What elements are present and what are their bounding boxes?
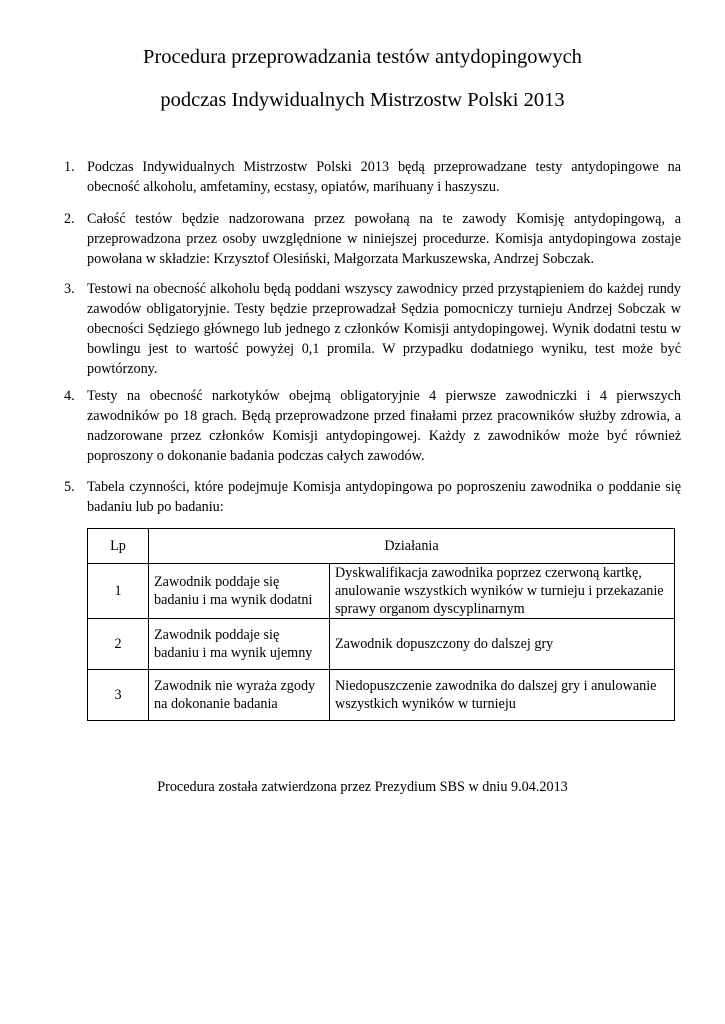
list-item-text: Testy na obecność narkotyków obejmą obligatoryjnie 4 pierwsze zawodniczki i 4 pierwszych zawodników po 18 grach. Będą przeprowadzone przed finałami przez pracowników służby zdrowia, a nadzorowane przez członków Komisji antydopingowej. Każdy z zawodników może być również poproszony o dokonanie badania podczas całych zawodów. — [87, 388, 681, 464]
table-header-row — [88, 529, 675, 564]
table-header-lp: Lp — [88, 529, 149, 564]
document-title-line-2: podczas Indywidualnych Mistrzostw Polski 2013 — [160, 89, 565, 111]
table-cell-action: Niedopuszczenie zawodnika do dalszej gry i anulowanie wszystkich wyników w turnieju — [330, 670, 675, 721]
list-item-number: 3. — [64, 281, 75, 297]
table-header-actions: Działania — [149, 529, 675, 564]
table-cell-action: Zawodnik dopuszczony do dalszej gry — [330, 619, 675, 670]
list-item-text: Tabela czynności, które podejmuje Komisja antydopingowa po poproszeniu zawodnika o poddanie się badaniu lub po badaniu: — [87, 479, 681, 515]
table-row — [88, 564, 675, 619]
list-item-number: 5. — [64, 479, 75, 495]
list-item-text: Testowi na obecność alkoholu będą poddani wszyscy zawodnicy przed przystąpieniem do każdej rundy zawodów obligatoryjnie. Testy będzie przeprowadzał Sędzia pomocniczy turnieju Andrzej Sobczak w obecności Sędziego głównego lub jednego z członków Komisji antydopingowej. Wynik dodatni testu w bowlingu jest to wartość powyżej 0,1 promila. W przypadku dodatniego wyniku, test może być powtórzony. — [87, 281, 681, 377]
table-row — [88, 670, 675, 721]
table-cell-lp: 3 — [88, 670, 149, 721]
list-item-number: 1. — [64, 159, 75, 175]
list-item-number: 2. — [64, 211, 75, 227]
table-row — [88, 619, 675, 670]
table-cell-lp: 1 — [88, 564, 149, 619]
table-cell-condition: Zawodnik poddaje się badaniu i ma wynik dodatni — [149, 564, 330, 619]
table-cell-condition: Zawodnik nie wyraża zgody na dokonanie badania — [149, 670, 330, 721]
list-item-number: 4. — [64, 388, 75, 404]
table-cell-action: Dyskwalifikacja zawodnika poprzez czerwoną kartkę, anulowanie wszystkich wyników w turnieju i przekazanie sprawy organom dyscyplinarnym — [330, 564, 675, 619]
list-item-text: Całość testów będzie nadzorowana przez powołaną na te zawody Komisję antydopingową, a przeprowadzona przez osoby uwzględnione w niniejszej procedurze. Komisja antydopingowa zostaje powołana w składzie: Krzysztof Olesiński, Małgorzata Markuszewska, Andrzej Sobczak. — [87, 211, 681, 267]
document-title-line-1: Procedura przeprowadzania testów antydopingowych — [143, 46, 582, 68]
list-item-text: Podczas Indywidualnych Mistrzostw Polski 2013 będą przeprowadzane testy antydopingowe na obecność alkoholu, amfetaminy, ecstasy, opiatów, marihuany i haszyszu. — [87, 159, 681, 195]
approval-note: Procedura została zatwierdzona przez Prezydium SBS w dniu 9.04.2013 — [157, 779, 568, 795]
table-cell-lp: 2 — [88, 619, 149, 670]
table-cell-condition: Zawodnik poddaje się badaniu i ma wynik ujemny — [149, 619, 330, 670]
actions-table — [87, 528, 675, 721]
